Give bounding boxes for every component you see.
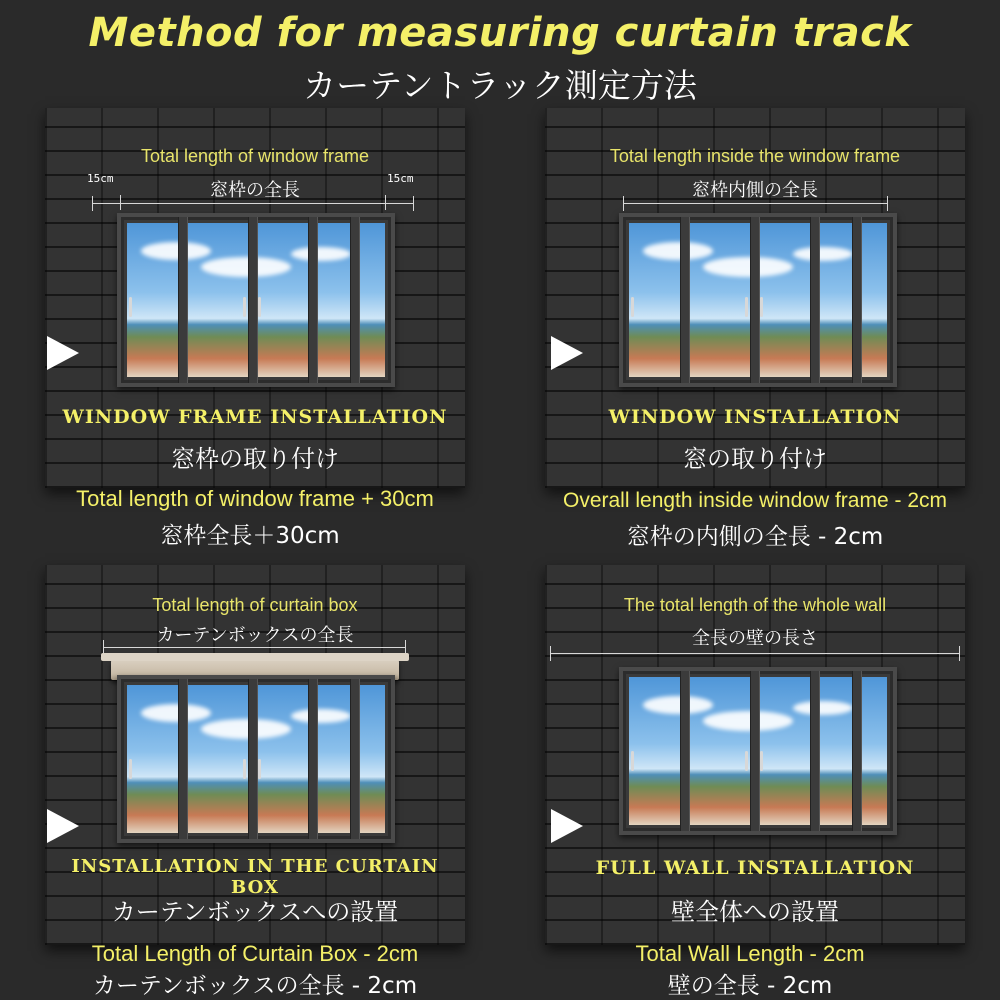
pointer-arrow-icon [47,809,79,843]
formula-text-jp: カーテンボックスの全長 - 2cm [92,973,418,999]
window-illustration [117,675,395,843]
right-gap-label: 15cm [387,172,414,185]
left-gap-label: 15cm [87,172,114,185]
pointer-arrow-icon [47,336,79,370]
panel-top-label-jp: 窓枠の全長 [210,180,300,201]
panel-top-label: Total length inside the window frame [609,146,901,166]
panel-window-frame [45,108,465,488]
panel-heading-jp: 窓の取り付け [683,445,827,473]
panel-full-wall [545,565,965,945]
formula-text: Overall length inside window frame - 2cm [563,489,947,512]
panel-heading: WINDOW FRAME INSTALLATION [62,406,448,428]
panel-heading-jp: 窓枠の取り付け [171,445,339,473]
panel-top-label: Total length of curtain box [152,595,358,615]
panel-window-inside [545,108,965,488]
page-title: Method for measuring curtain track [88,10,912,56]
formula-text-jp: 窓枠全長＋30cm [160,523,340,549]
formula-text-jp: 窓枠の内側の全長 - 2cm [626,524,884,550]
panel-top-label-jp: 全長の壁の長さ [692,628,818,649]
panel-heading-jp: カーテンボックスへの設置 [111,898,399,926]
panel-heading: FULL WALL INSTALLATION [595,857,915,879]
formula-text: Total Wall Length - 2cm [635,941,865,966]
measurement-line [92,203,414,204]
panel-top-label-jp: カーテンボックスの全長 [156,625,354,646]
measurement-line [103,647,406,648]
panel-curtain-box [45,565,465,945]
panel-heading-jp: 壁全体への設置 [671,898,839,926]
window-illustration [117,213,395,387]
pointer-arrow-icon [551,336,583,370]
window-illustration [619,213,897,387]
window-illustration [619,667,897,835]
panel-top-label-jp: 窓枠内側の全長 [692,180,818,201]
page-subtitle: カーテントラック測定方法 [303,66,697,105]
formula-text-jp: 壁の全長 - 2cm [667,973,833,999]
formula-text: Total Length of Curtain Box - 2cm [91,941,419,966]
measurement-line [623,203,888,204]
pointer-arrow-icon [551,809,583,843]
panel-heading: WINDOW INSTALLATION [608,406,902,428]
measurement-line [550,653,960,654]
panel-top-label: Total length of window frame [140,146,370,166]
panel-heading: INSTALLATION IN THE CURTAIN BOX [71,856,439,898]
panel-top-label: The total length of the whole wall [623,595,887,615]
formula-text: Total length of window frame + 30cm [76,486,434,511]
